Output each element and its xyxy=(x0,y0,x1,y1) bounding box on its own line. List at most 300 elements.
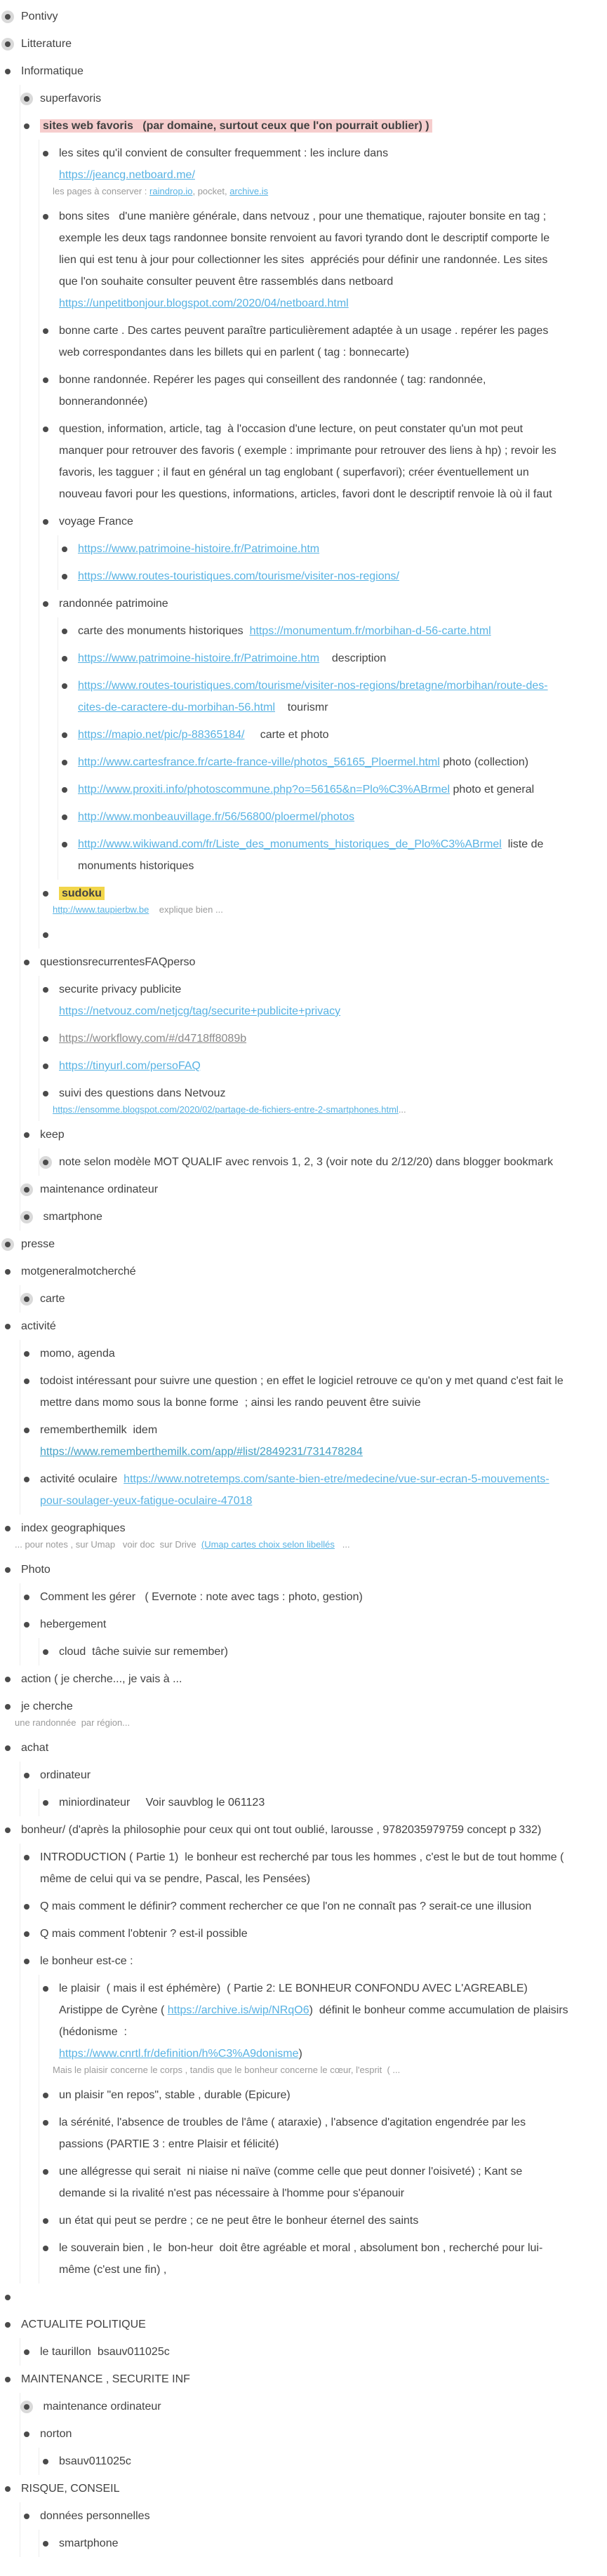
link[interactable]: https://workflowy.com/#/d4718ff8089b xyxy=(59,1033,247,1045)
bullet-toggle[interactable] xyxy=(58,625,71,638)
children-group xyxy=(20,2502,568,2557)
bullet-dot xyxy=(62,842,67,847)
bullet-toggle[interactable] xyxy=(20,2428,33,2441)
item-text-segment: une allégresse qui serait ni niaise ni naïve (comme celle que peut donner l'oisiveté) ; Kant se demande si la rivalité n'est pas nécessaire à l'homme pour s'épanouir xyxy=(59,2166,526,2199)
item-content[interactable] xyxy=(21,2314,568,2335)
link[interactable]: http://www.wikiwand.com/fr/Liste_des_monuments_historiques_de_Plo%C3%ABrmel xyxy=(78,838,502,850)
link[interactable]: (Umap cartes choix selon libellés xyxy=(201,1539,335,1550)
children-group xyxy=(20,85,568,1230)
bullet-toggle[interactable] xyxy=(39,2166,52,2178)
item-content[interactable] xyxy=(59,2533,568,2554)
bullet-toggle[interactable] xyxy=(1,1824,14,1837)
item-content[interactable] xyxy=(59,593,568,615)
link[interactable]: https://www.notretemps.com/sante-bien-etre/medecine/vue-sur-ecran-5-mouvements-pour-soulager-yeux-fatigue-oculaire-47018 xyxy=(40,1473,549,1507)
item-content[interactable] xyxy=(21,1559,568,1581)
outline-item xyxy=(20,1947,572,2283)
bullet-toggle[interactable] xyxy=(20,1348,33,1360)
bullet-dot xyxy=(43,2169,48,2175)
item-note[interactable] xyxy=(53,902,568,917)
bullet-dot xyxy=(5,1324,11,1329)
item-content[interactable] xyxy=(59,418,568,505)
link[interactable]: https://www.patrimoine-histoire.fr/Patrimoine.htm xyxy=(78,652,320,664)
bullet-toggle[interactable] xyxy=(39,1033,52,1045)
bullet-toggle[interactable] xyxy=(39,2215,52,2227)
outline-item xyxy=(58,721,568,749)
bullet-toggle[interactable] xyxy=(39,984,52,996)
bullet-dot xyxy=(24,960,29,965)
bullet-toggle[interactable] xyxy=(39,1983,52,1995)
item-text-segment: cloud tâche suivie sur remember) xyxy=(59,1646,228,1658)
item-content[interactable] xyxy=(59,369,568,412)
bullet-toggle[interactable] xyxy=(20,1375,33,1388)
bullet-dot xyxy=(43,1036,48,1042)
bullet-toggle[interactable] xyxy=(39,374,52,387)
note-text: , pocket, xyxy=(192,186,230,196)
bullet-toggle[interactable] xyxy=(58,570,71,583)
item-text-segment: sudoku xyxy=(62,887,102,899)
bullet-toggle[interactable] xyxy=(20,1955,33,1968)
outline-item xyxy=(1,30,568,58)
bullet-dot xyxy=(24,1773,29,1778)
link[interactable]: https://mapio.net/pic/p-88365184/ xyxy=(78,729,245,741)
bullet-dot xyxy=(24,1132,29,1138)
item-content[interactable] xyxy=(21,1819,568,1841)
item-text-segment: norton xyxy=(40,2428,72,2440)
item-content[interactable] xyxy=(40,1370,568,1414)
link[interactable]: raindrop.io xyxy=(149,186,193,196)
item-content[interactable] xyxy=(21,1233,568,1255)
bullet-toggle[interactable] xyxy=(20,120,33,133)
bullet-toggle[interactable] xyxy=(39,2455,52,2468)
bullet-toggle[interactable] xyxy=(20,1424,33,1437)
item-content[interactable] xyxy=(59,1082,568,1104)
item-text-segment: bsauv011025c xyxy=(59,2455,131,2467)
bullet-dot xyxy=(43,2541,48,2547)
bullet-dot xyxy=(24,1622,29,1628)
item-content[interactable] xyxy=(59,979,568,1022)
children-group xyxy=(20,1583,568,1665)
item-text-segment: INTRODUCTION ( Partie 1) le bonheur est recherché par tous les hommes , c'est le but de tout homme ( même de celui qui va se pendre, Pascal, les Pensées) xyxy=(40,1851,567,1885)
item-content[interactable] xyxy=(21,6,568,27)
item-content[interactable] xyxy=(78,565,568,587)
bullet-toggle[interactable] xyxy=(39,516,52,528)
outline-item xyxy=(58,535,568,563)
item-content[interactable] xyxy=(59,1028,568,1049)
bullet-toggle[interactable] xyxy=(1,1673,14,1686)
item-text-segment: le bonheur est-ce : xyxy=(40,1955,133,1967)
bullet-dot xyxy=(5,1242,11,1247)
collapsed-bullet-toggle[interactable] xyxy=(1,38,14,51)
item-content[interactable] xyxy=(21,2368,568,2390)
link[interactable]: https://unpetitbonjour.blogspot.com/2020/04/netboard.html xyxy=(59,297,349,309)
bullet-toggle[interactable] xyxy=(58,811,71,824)
outline-item xyxy=(39,2207,568,2234)
item-content[interactable] xyxy=(59,2112,568,2155)
item-content[interactable] xyxy=(78,751,568,773)
link[interactable]: https://netvouz.com/netjcg/tag/securite+publicite+privacy xyxy=(59,1005,341,1017)
item-content[interactable] xyxy=(21,1315,568,1337)
bullet-toggle[interactable] xyxy=(39,147,52,160)
outline-item xyxy=(20,1416,568,1465)
outline-item xyxy=(20,1920,568,1947)
outline-item xyxy=(20,1465,568,1515)
outline-item xyxy=(1,1734,568,1816)
outline-item xyxy=(58,563,568,590)
bullet-toggle[interactable] xyxy=(20,1473,33,1486)
bullet-toggle[interactable] xyxy=(20,956,33,969)
bullet-toggle[interactable] xyxy=(1,1522,14,1535)
item-text-segment: maintenance ordinateur xyxy=(40,2401,161,2413)
collapsed-bullet-toggle[interactable] xyxy=(20,1183,33,1196)
bullet-toggle[interactable] xyxy=(1,2291,14,2304)
link[interactable]: https://www.routes-touristiques.com/tourisme/visiter-nos-regions/ xyxy=(78,570,399,582)
bullet-toggle[interactable] xyxy=(20,2510,33,2523)
outline-item xyxy=(1,1556,568,1665)
item-text-segment: Q mais comment l'obtenir ? est-il possible xyxy=(40,1928,248,1940)
link[interactable]: https://archive.is/wip/NRqO6 xyxy=(167,2004,309,2016)
outline-item xyxy=(1,1313,568,1515)
bullet-toggle[interactable] xyxy=(1,1564,14,1576)
outline-item xyxy=(39,508,568,590)
item-text-segment: Comment les gérer ( Evernote : note avec tags : photo, gestion) xyxy=(40,1591,363,1603)
bullet-toggle[interactable] xyxy=(39,2117,52,2129)
bullet-dot xyxy=(43,2093,48,2098)
bullet-toggle[interactable] xyxy=(1,1742,14,1755)
bullet-toggle[interactable] xyxy=(39,325,52,337)
outline-item xyxy=(20,1340,568,1367)
bullet-toggle[interactable] xyxy=(58,838,71,851)
children-group xyxy=(39,2448,568,2475)
item-content[interactable] xyxy=(59,2237,568,2281)
bullet-dot xyxy=(43,1064,48,1069)
item-note[interactable] xyxy=(15,1715,568,1730)
children-group xyxy=(39,140,568,948)
bullet-dot xyxy=(43,932,48,938)
item-content[interactable] xyxy=(40,1923,568,1945)
item-content[interactable] xyxy=(59,1641,568,1663)
item-content[interactable] xyxy=(78,724,568,746)
bullet-dot xyxy=(62,814,67,820)
item-text-segment: Informatique xyxy=(21,65,84,77)
item-content[interactable] xyxy=(40,1206,568,1228)
item-content[interactable] xyxy=(40,2396,568,2417)
item-text-segment: maintenance ordinateur xyxy=(40,1183,159,1195)
item-text-segment: keep xyxy=(40,1129,65,1141)
bullet-toggle[interactable] xyxy=(39,887,52,900)
bullet-toggle[interactable] xyxy=(1,2319,14,2331)
bullet-dot xyxy=(5,1704,11,1710)
item-text-segment: carte des monuments historiques xyxy=(78,625,250,637)
item-text-segment: randonnée patrimoine xyxy=(59,598,168,610)
bullet-toggle[interactable] xyxy=(39,210,52,223)
bullet-toggle[interactable] xyxy=(58,729,71,742)
item-content[interactable] xyxy=(21,1696,568,1717)
outline-item xyxy=(20,1285,568,1313)
item-note[interactable] xyxy=(53,2062,568,2077)
item-content[interactable] xyxy=(40,88,568,109)
item-content[interactable] xyxy=(40,1124,568,1146)
bullet-dot xyxy=(24,2514,29,2519)
item-content[interactable] xyxy=(40,2341,568,2363)
link[interactable]: https://www.rememberthemilk.com/app/#list/2849231/731478284 xyxy=(40,1446,363,1458)
children-group xyxy=(58,535,568,590)
item-content[interactable] xyxy=(78,620,568,642)
bullet-toggle[interactable] xyxy=(20,1769,33,1782)
item-content[interactable] xyxy=(40,2423,568,2445)
item-content[interactable] xyxy=(21,1668,568,1690)
item-text-segment: Q mais comment le définir? comment rechercher ce que l'on ne connaît pas ? serait-ce une illusion xyxy=(40,1900,532,1912)
bullet-dot xyxy=(43,519,48,525)
note-text: les pages à conserver : xyxy=(53,186,150,196)
bullet-toggle[interactable] xyxy=(1,2373,14,2386)
outline-item xyxy=(39,921,568,948)
item-text-segment: action ( je cherche..., je vais à ... xyxy=(21,1673,182,1685)
link[interactable]: https://ensomme.blogspot.com/2020/02/partage-de-fichiers-entre-2-smartphones.html xyxy=(53,1104,399,1115)
bullet-toggle[interactable] xyxy=(39,1087,52,1100)
link[interactable]: https://tinyurl.com/persoFAQ xyxy=(59,1060,201,1072)
collapsed-bullet-toggle[interactable] xyxy=(39,1156,52,1169)
outline-item xyxy=(1,3,568,30)
item-content[interactable] xyxy=(40,2505,568,2527)
collapsed-bullet-toggle[interactable] xyxy=(1,11,14,23)
bullet-dot xyxy=(43,601,48,607)
bullet-toggle[interactable] xyxy=(20,1851,33,1864)
item-content[interactable] xyxy=(59,2450,568,2472)
item-content[interactable] xyxy=(40,1846,568,1890)
collapsed-bullet-toggle[interactable] xyxy=(20,1293,33,1306)
bullet-toggle[interactable] xyxy=(39,598,52,610)
bullet-toggle[interactable] xyxy=(58,784,71,796)
outline-item xyxy=(20,85,568,112)
outline-item xyxy=(20,2338,568,2366)
item-text-segment: superfavoris xyxy=(40,93,102,105)
item-text-segment: bonne carte . Des cartes peuvent paraître particulièrement adaptée à un usage . repérer les pages web correspondantes dans les billets qui en parlent ( tag : bonnecarte) xyxy=(59,325,552,358)
item-content[interactable] xyxy=(21,1261,568,1282)
children-group xyxy=(39,1975,572,2283)
bullet-dot xyxy=(5,2322,11,2328)
item-content[interactable] xyxy=(59,1055,568,1077)
link[interactable]: http://www.monbeauvillage.fr/56/56800/ploermel/photos xyxy=(78,811,355,823)
children-group xyxy=(20,2393,568,2475)
outline-item xyxy=(58,749,568,776)
item-content[interactable] xyxy=(78,648,568,669)
item-content[interactable] xyxy=(59,1792,568,1813)
bullet-toggle[interactable] xyxy=(1,65,14,78)
bullet-dot xyxy=(62,787,67,793)
outline-item xyxy=(39,590,568,880)
bullet-toggle[interactable] xyxy=(20,2346,33,2359)
item-text-segment: achat xyxy=(21,1742,49,1754)
item-content[interactable] xyxy=(59,320,568,363)
collapsed-bullet-toggle[interactable] xyxy=(1,1238,14,1251)
link[interactable]: archive.is xyxy=(229,186,269,196)
bullet-toggle[interactable] xyxy=(39,1797,52,1809)
note-text: une randonnée par région... xyxy=(15,1717,131,1728)
item-content[interactable] xyxy=(40,1468,568,1512)
outline-item xyxy=(20,1176,568,1203)
outline-item xyxy=(1,1230,568,1258)
link[interactable]: https://monumentum.fr/morbihan-d-56-carte.html xyxy=(249,625,491,637)
link[interactable]: https://www.cnrtl.fr/definition/h%C3%A9donisme xyxy=(59,2048,299,2060)
item-content[interactable] xyxy=(40,951,568,973)
item-content[interactable] xyxy=(59,142,568,186)
item-content[interactable] xyxy=(40,1586,568,1608)
item-content[interactable] xyxy=(59,2210,568,2232)
children-group xyxy=(39,1789,568,1816)
outline-item xyxy=(39,140,568,203)
item-text-segment: presse xyxy=(21,1238,55,1250)
bullet-toggle[interactable] xyxy=(20,1928,33,1940)
item-content[interactable] xyxy=(40,1614,568,1635)
bullet-toggle[interactable] xyxy=(39,1646,52,1658)
bullet-dot xyxy=(43,151,48,156)
bullet-dot xyxy=(5,1827,11,1833)
outline-item xyxy=(39,1789,568,1816)
item-content[interactable] xyxy=(40,1288,568,1310)
item-content[interactable] xyxy=(59,1151,568,1173)
outline-item xyxy=(20,1203,568,1230)
item-content[interactable] xyxy=(40,1179,568,1200)
bullet-dot xyxy=(5,2486,11,2492)
item-note[interactable] xyxy=(53,1102,568,1117)
item-content[interactable] xyxy=(21,2286,568,2308)
bullet-toggle[interactable] xyxy=(1,1266,14,1278)
item-content[interactable] xyxy=(78,779,568,800)
bullet-toggle[interactable] xyxy=(39,1060,52,1073)
item-text-segment: le souverain bien , le bon-heur doit être agréable et moral , absolument bon , recherché pour lui-même (c'est une fin) , xyxy=(59,2242,543,2276)
collapsed-bullet-toggle[interactable] xyxy=(20,2401,33,2413)
bullet-toggle[interactable] xyxy=(1,2483,14,2495)
item-text-segment: bonheur/ (d'après la philosophie pour ceux qui ont tout oublié, larousse , 9782035979759 concept p 332) xyxy=(21,1824,542,1836)
bullet-toggle[interactable] xyxy=(1,1320,14,1333)
item-content[interactable] xyxy=(78,833,568,877)
bullet-toggle[interactable] xyxy=(39,929,52,941)
item-text-segment: photo (collection) xyxy=(439,756,529,768)
item-content[interactable] xyxy=(40,1419,568,1463)
item-note[interactable] xyxy=(15,1537,568,1552)
outline-item xyxy=(39,2158,568,2207)
link[interactable]: https://www.patrimoine-histoire.fr/Patrimoine.htm xyxy=(78,543,320,555)
bullet-dot xyxy=(5,41,11,47)
bullet-toggle[interactable] xyxy=(39,423,52,436)
outline-item xyxy=(20,1367,568,1416)
bullet-toggle[interactable] xyxy=(39,2537,52,2550)
item-content[interactable] xyxy=(59,883,568,904)
item-content[interactable] xyxy=(40,1343,568,1364)
link[interactable]: http://www.proxiti.info/photoscommune.php?o=56165&n=Plo%C3%ABrmel xyxy=(78,784,451,796)
bullet-dot xyxy=(5,69,11,74)
bullet-toggle[interactable] xyxy=(58,652,71,665)
item-content[interactable] xyxy=(59,2084,568,2106)
item-content[interactable] xyxy=(40,1896,568,1917)
item-content[interactable] xyxy=(78,675,568,718)
bullet-dot xyxy=(5,1526,11,1531)
item-text-segment: miniordinateur Voir sauvblog le 061123 xyxy=(59,1797,265,1809)
bullet-dot xyxy=(62,546,67,552)
item-content[interactable] xyxy=(59,511,568,532)
item-content[interactable] xyxy=(40,1950,568,1972)
item-content[interactable] xyxy=(59,2161,568,2204)
bullet-toggle[interactable] xyxy=(20,1591,33,1604)
collapsed-bullet-toggle[interactable] xyxy=(20,1211,33,1223)
outline-item xyxy=(20,2502,568,2557)
children-group xyxy=(20,1340,568,1515)
bullet-toggle[interactable] xyxy=(39,2242,52,2255)
item-content[interactable] xyxy=(78,538,568,560)
outline-item xyxy=(20,1583,568,1611)
outline-item xyxy=(39,976,568,1025)
bullet-toggle[interactable] xyxy=(1,1700,14,1713)
note-text: ... pour notes , sur Umap voir doc sur Drive xyxy=(15,1539,201,1550)
collapsed-bullet-toggle[interactable] xyxy=(20,93,33,105)
item-content[interactable] xyxy=(40,1764,568,1786)
bullet-dot xyxy=(24,123,29,129)
item-content[interactable] xyxy=(59,924,568,946)
item-content[interactable] xyxy=(21,1517,568,1539)
link[interactable]: http://www.cartesfrance.fr/carte-france-ville/photos_56165_Ploermel.html xyxy=(78,756,440,768)
outline-item xyxy=(39,880,568,921)
link[interactable]: https://www.routes-touristiques.com/tourisme/visiter-nos-regions/bretagne/morbihan/route-des-cites-de-caractere-du-morbihan-56.html xyxy=(78,680,548,713)
outline-item xyxy=(1,2311,568,2366)
children-group xyxy=(39,1638,568,1665)
bullet-toggle[interactable] xyxy=(39,2089,52,2102)
bullet-toggle[interactable] xyxy=(20,1900,33,1913)
outline-item xyxy=(58,672,568,721)
item-content[interactable] xyxy=(21,33,568,55)
link[interactable]: http://www.taupierbw.be xyxy=(53,904,149,915)
outline-item xyxy=(20,1121,568,1176)
item-content[interactable] xyxy=(59,206,568,314)
item-content[interactable] xyxy=(21,1737,568,1759)
outline-item xyxy=(39,203,568,317)
highlighted-text xyxy=(59,887,105,900)
item-content[interactable] xyxy=(40,115,568,137)
item-text-segment: ) xyxy=(298,2048,302,2060)
item-text-segment: note selon modèle MOT QUALIF avec renvois 1, 2, 3 (voir note du 2/12/20) dans blogger bookmark xyxy=(59,1156,554,1168)
children-group xyxy=(20,1285,568,1313)
bullet-toggle[interactable] xyxy=(58,756,71,769)
item-content[interactable] xyxy=(21,2478,568,2500)
bullet-toggle[interactable] xyxy=(58,543,71,556)
item-text-segment: données personnelles xyxy=(40,2510,150,2522)
bullet-toggle[interactable] xyxy=(20,1618,33,1631)
bullet-dot xyxy=(24,1296,29,1302)
bullet-dot xyxy=(62,760,67,765)
bullet-toggle[interactable] xyxy=(58,680,71,692)
bullet-dot xyxy=(43,2120,48,2126)
outline-item xyxy=(20,1611,568,1665)
item-note[interactable] xyxy=(53,184,568,199)
item-content[interactable] xyxy=(78,806,568,828)
outline-item xyxy=(39,1052,568,1080)
bullet-dot xyxy=(24,96,29,102)
bullet-dot xyxy=(62,732,67,738)
bullet-dot xyxy=(43,987,48,993)
bullet-dot xyxy=(43,1649,48,1655)
item-content[interactable] xyxy=(21,60,568,82)
link[interactable]: https://jeancg.netboard.me/ xyxy=(59,169,195,181)
outline-item xyxy=(1,1258,568,1313)
item-text-segment: activité oculaire xyxy=(40,1473,124,1485)
outline-item xyxy=(58,645,568,672)
outline-item xyxy=(20,2393,568,2420)
outline-item xyxy=(39,1148,568,1176)
item-content[interactable] xyxy=(59,1978,572,2065)
item-text-segment: tourismr xyxy=(275,702,328,713)
outline-item xyxy=(1,1693,568,1734)
note-text: Mais le plaisir concerne le corps , tandis que le bonheur concerne le cœur, l'esprit ( ... xyxy=(53,2065,401,2075)
bullet-toggle[interactable] xyxy=(20,1129,33,1141)
